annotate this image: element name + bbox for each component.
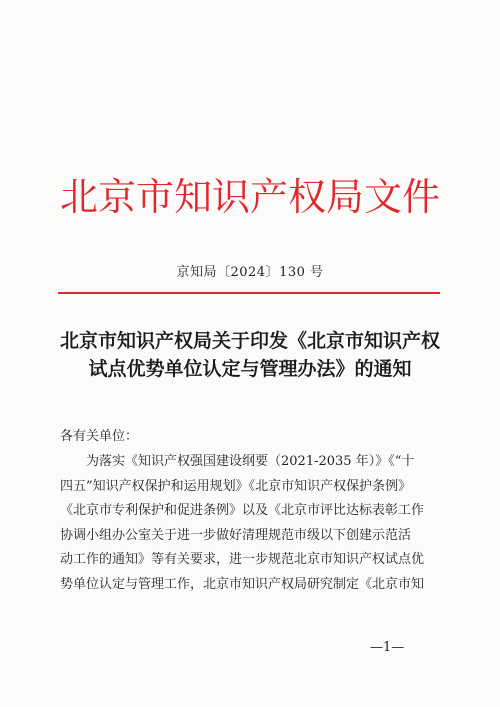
document-title (40, 327, 460, 383)
red-separator-line (58, 292, 440, 294)
body-line: 《北京市专利保护和促进条例》以及《北京市评比达标表彰工作 (60, 503, 425, 518)
issuing-org-header: 北京市知识产权局文件 (59, 175, 440, 219)
title-line-1: 北京市知识产权局关于印发《北京市知识产权 (59, 330, 440, 352)
page-number: —1— (370, 640, 405, 655)
body-line: 势单位认定与管理工作，北京市知识产权局研究制定《北京市知 (60, 576, 425, 592)
body-line: 为落实《知识产权强国建设纲要（2021-2035 年）》《“十 (86, 454, 415, 469)
body-line: 动工作的通知》等有关要求，进一步规范北京市知识产权试点优 (60, 552, 425, 567)
body-line: 四五”知识产权保护和运用规划》《北京市知识产权保护条例》 (60, 478, 412, 494)
body-paragraph (60, 450, 443, 597)
body-line: 协调小组办公室关于进一步做好清理规范市级以下创建示范活 (60, 527, 412, 543)
document-number: 京知局〔2024〕130 号 (176, 265, 324, 280)
salutation: 各有关单位： (60, 429, 139, 444)
title-line-2: 试点优势单位认定与管理办法》的通知 (88, 358, 412, 380)
